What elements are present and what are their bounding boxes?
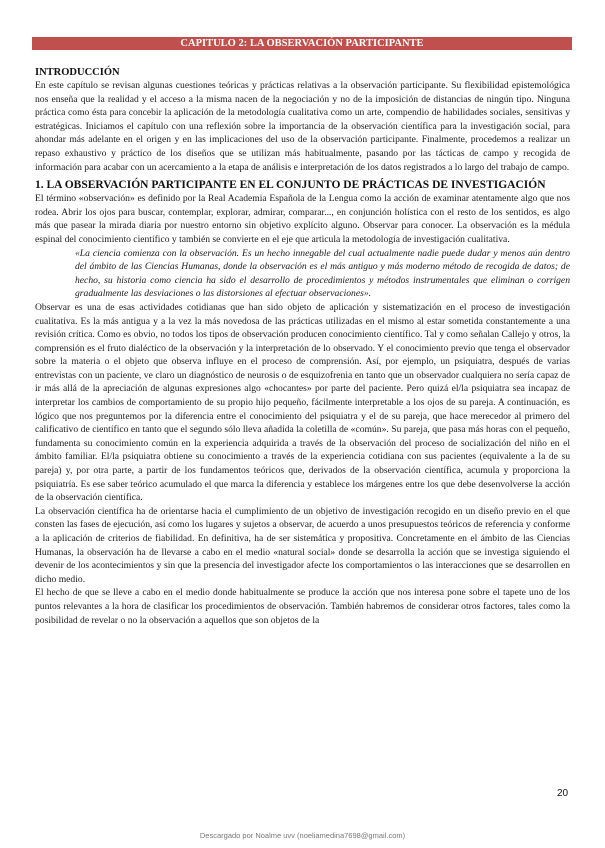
section1-paragraph-2: Observar es una de esas actividades cotidianas que han sido objeto de aplicación y sistematización en el proceso de investigación cualitativa. Es la más antigua y a la vez la más novedosa de las prácticas utilizadas en el mismo al estar sometida constantemente a una revisión crítica. Como es obvio, no todos los tipos de observación producen conocimiento científico. Tal y como señalan Callejo y otros, la comprensión es el fruto dialéctico de la observación y la interpretación de lo observado. Y el conocimiento previo que tenga el observador sobre la materia o el objeto que observa influye en el proceso de comprensión. Así, por ejemplo, un psiquiatra, después de varias entrevistas con un paciente, ve claro un diagnóstico de neurosis o de esquizofrenia en tanto que un observador cualquiera no sería capaz de ir más allá de la apreciación de algunas expresiones algo «chocantes» por parte del paciente. Pero quizá el/la psiquiatra sea incapaz de interpretar los cambios de comportamiento de su propio hijo pequeño, fácilmente interpretable a los ojos de su pareja. A continuación, es lógico que nos preguntemos por la diferencia entre el conocimiento del psiquiatra y el de su pareja, que hace merecedor al primero del calificativo de científico en tanto que el segundo sólo lleva añadida la coletilla de «común». Su pareja, que pasa más horas con el pequeño, fundamenta su conocimiento común en la experiencia adquirida a través de la observación del proceso de socialización del niño en el ámbito familiar. El/la psiquiatra obtiene su conocimiento a través de la experiencia cotidiana con sus pacientes (equivalente a la de su pareja) y, por otra parte, a partir de los fundamentos teóricos que, derivados de la observación científica, acumula y proporciona la psiquiatría. Es ese saber teórico acumulado el que marca la diferencia y establece los márgenes entre los que debe desenvolverse la acción de la observación científica. [35, 301, 570, 504]
section1-paragraph-4: El hecho de que se lleve a cabo en el medio donde habitualmente se produce la acción que nos interesa pone sobre el tapete uno de los puntos relevantes a la hora de clasificar los procedimientos de observación. También habremos de considerar otros factores, tales como la posibilidad de revelar o no la observación a aquellos que son objetos de la [35, 587, 570, 626]
section1-heading: 1. LA OBSERVACIÓN PARTICIPANTE EN EL CONJUNTO DE PRÁCTICAS DE INVESTIGACIÓN [35, 179, 546, 192]
intro-heading: INTRODUCCIÓN [35, 67, 120, 78]
section1-paragraph-1: El término «observación» es definido por la Real Academia Española de la Lengua como la acción de examinar atentamente algo que nos rodea. Abrir los ojos para buscar, contemplar, explorar, admirar, comparar..., en conjunción holística con el resto de los sentidos, es algo más que pasear la mirada diaria por nuestro entorno sin objetivo explícito alguno. Observar para conocer. La observación es la médula espinal del conocimiento científico y también se convierte en el eje que articula la metodología de investigación cualitativa. [35, 193, 570, 245]
page-content [35, 66, 570, 627]
intro-paragraph: En este capítulo se revisan algunas cuestiones teóricas y prácticas relativas a la observación participante. Su flexibilidad epistemológica nos enseña que la realidad y el acceso a la misma nacen de la negociación y no de la imposición de distancias de ningún tipo. Ninguna práctica como ésta para concebir la aplicación de la metodología cualitativa como un arte, compendio de habilidades sociales, sensitivas y estratégicas. Iniciamos el capítulo con una reflexión sobre la importancia de la observación científica para la investigación social, para ahondar más adelante en el origen y en las implicaciones del uso de la observación participante. Finalmente, procedemos a realizar un repaso exhaustivo y práctico de los diseños que se utilizan más habitualmente, pasando por las tácticas de campo y recogida de información para acabar con un acercamiento a la etapa de análisis e interpretación de los datos registrados a lo largo del trabajo de campo. [35, 80, 570, 173]
section1-quote: «La ciencia comienza con la observación. Es un hecho innegable del cual actualmente nadie puede dudar y menos aún dentro del ámbito de las Ciencias Humanas, donde la observación es el más antiguo y más moderno método de recogida de datos; de hecho, su historia como ciencia ha sido el desarrollo de procedimientos y métodos instrumentales que eliminan o corrigen gradualmente las desviaciones o las distorsiones al efectuar observaciones». [75, 247, 570, 300]
download-footer: Descargado por Noalme uvv (noeliamedina7698@gmail.com) [199, 831, 406, 840]
page-number: 20 [557, 788, 569, 799]
chapter-title-banner: CAPITULO 2: LA OBSERVACIÓN PARTICIPANTE [32, 37, 572, 50]
section1-paragraph-3: La observación científica ha de orientarse hacia el cumplimiento de un objetivo de investigación recogido en un diseño previo en el que consten las fases de ejecución, así como los lugares y sujetos a observar, de acuerdo a unos presupuestos teóricos de referencia y conforme a la aplicación de criterios de fiabilidad. En definitiva, ha de ser sistemática y propositiva. Concretamente en el ámbito de las Ciencias Humanas, la observación ha de llevarse a cabo en el medio «natural social» donde se desarrolla la acción que se investiga siguiendo el devenir de los acontecimientos y sin que la presencia del investigador afecte los comportamientos o las interacciones que se desarrollen en dicho medio. [35, 505, 570, 585]
